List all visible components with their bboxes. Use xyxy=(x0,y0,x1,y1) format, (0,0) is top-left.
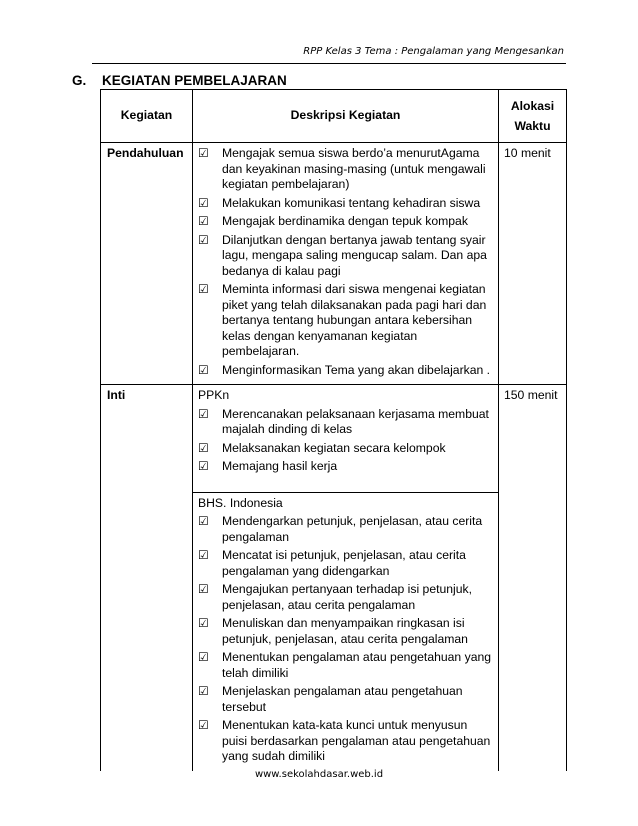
checked-box-icon: ☑ xyxy=(198,616,209,630)
checked-box-icon: ☑ xyxy=(198,718,209,732)
list-item: ☑ Melakukan komunikasi tentang kehadiran siswa xyxy=(198,195,481,210)
deskripsi-inti xyxy=(193,385,499,771)
list-item: ☑ Mengajak berdinamika dengan tepuk kompak xyxy=(198,214,468,228)
checked-box-icon: ☑ xyxy=(198,440,209,455)
kegiatan-pendahuluan: Pendahuluan xyxy=(101,143,193,385)
header-divider xyxy=(92,63,566,64)
checked-box-icon: ☑ xyxy=(198,232,209,247)
checked-box-icon: ☑ xyxy=(198,282,209,296)
list-item: ☑ Memajang hasil kerja xyxy=(198,459,338,473)
list-item: ☑ Mengajak semua siswa berdo’a menurutAgama dan keyakinan masing-masing (untuk mengawali kegiatan pembelajaran) xyxy=(198,146,486,191)
list-item: ☑ Menjelaskan pengalaman atau pengetahuan tersebut xyxy=(198,684,463,714)
table-header-row xyxy=(101,90,567,143)
kegiatan-inti: Inti xyxy=(101,385,193,771)
list-item: ☑ Menentukan kata-kata kunci untuk menyusun puisi berdasarkan pengalaman atau pengetahuan yang sudah dimiliki xyxy=(198,718,491,763)
list-item: ☑ Meminta informasi dari siswa mengenai kegiatan piket yang telah dilaksanakan pada pagi hari dan bertanya tentang hubungan antara kebersihan kelas dengan kenyamanan kegiatan pembelajaran. xyxy=(198,282,487,358)
table-row-pendahuluan xyxy=(101,143,567,385)
running-header: RPP Kelas 3 Tema : Pengalaman yang Mengesankan xyxy=(303,46,564,57)
list-item: ☑ Mengajukan pertanyaan terhadap isi petunjuk, penjelasan, atau cerita pengalaman xyxy=(198,582,473,612)
col-header-deskripsi: Deskripsi Kegiatan xyxy=(193,90,499,143)
list-item: ☑ Menentukan pengalaman atau pengetahuan yang telah dimiliki xyxy=(198,650,492,680)
checked-box-icon: ☑ xyxy=(198,684,209,698)
section-heading xyxy=(72,73,287,88)
waktu-inti: 150 menit xyxy=(499,385,567,771)
bhs-indonesia-list xyxy=(198,514,493,765)
checked-box-icon: ☑ xyxy=(198,406,209,421)
checked-box-icon: ☑ xyxy=(198,362,209,377)
col-header-alokasi: Alokasi xyxy=(510,99,555,113)
checked-box-icon: ☑ xyxy=(198,459,209,473)
checked-box-icon: ☑ xyxy=(198,214,209,228)
list-item: ☑ Melaksanakan kegiatan secara kelompok xyxy=(198,440,446,455)
list-item: ☑ Merencanakan pelaksanaan kerjasama membuat majalah dinding di kelas xyxy=(198,406,489,436)
deskripsi-pendahuluan xyxy=(193,143,499,385)
subsection-heading: BHS. Indonesia xyxy=(198,495,283,510)
footer-website: www.sekolahdasar.web.id xyxy=(254,769,384,780)
checked-box-icon: ☑ xyxy=(198,582,209,596)
list-item: ☑ Menginformasikan Tema yang akan dibelajarkan . xyxy=(198,362,491,377)
list-item: ☑ Mencatat isi petunjuk, penjelasan, atau cerita pengalaman yang didengarkan xyxy=(198,548,466,578)
checked-box-icon: ☑ xyxy=(198,195,209,210)
checked-box-icon: ☑ xyxy=(198,650,209,664)
col-header-kegiatan: Kegiatan xyxy=(101,90,193,143)
section-number: G. xyxy=(72,73,87,88)
col-header-alokasi-waktu xyxy=(499,90,567,143)
section-title: KEGIATAN PEMBELAJARAN xyxy=(102,73,287,88)
subsection-bhs-indonesia xyxy=(193,492,498,765)
table-row-inti xyxy=(101,385,567,771)
col-header-waktu: Waktu xyxy=(514,119,551,133)
list-item: ☑ Menuliskan dan menyampaikan ringkasan isi petunjuk, penjelasan, atau cerita pengalaman xyxy=(198,616,468,646)
list-item: ☑ Mendengarkan petunjuk, penjelasan, atau cerita pengalaman xyxy=(198,514,483,544)
checked-box-icon: ☑ xyxy=(198,146,209,160)
list-item: ☑ Dilanjutkan dengan bertanya jawab tentang syair lagu, mengapa saling mengucap salam. Dan apa bedanya di kalau pagi xyxy=(198,232,487,278)
waktu-pendahuluan: 10 menit xyxy=(499,143,567,385)
checked-box-icon: ☑ xyxy=(198,514,209,528)
kegiatan-table xyxy=(100,89,567,771)
pendahuluan-list xyxy=(198,146,493,378)
subsection-heading: PPKn xyxy=(198,388,230,402)
subsection-ppkn xyxy=(198,388,493,492)
ppkn-list xyxy=(198,407,493,475)
checked-box-icon: ☑ xyxy=(198,548,209,562)
